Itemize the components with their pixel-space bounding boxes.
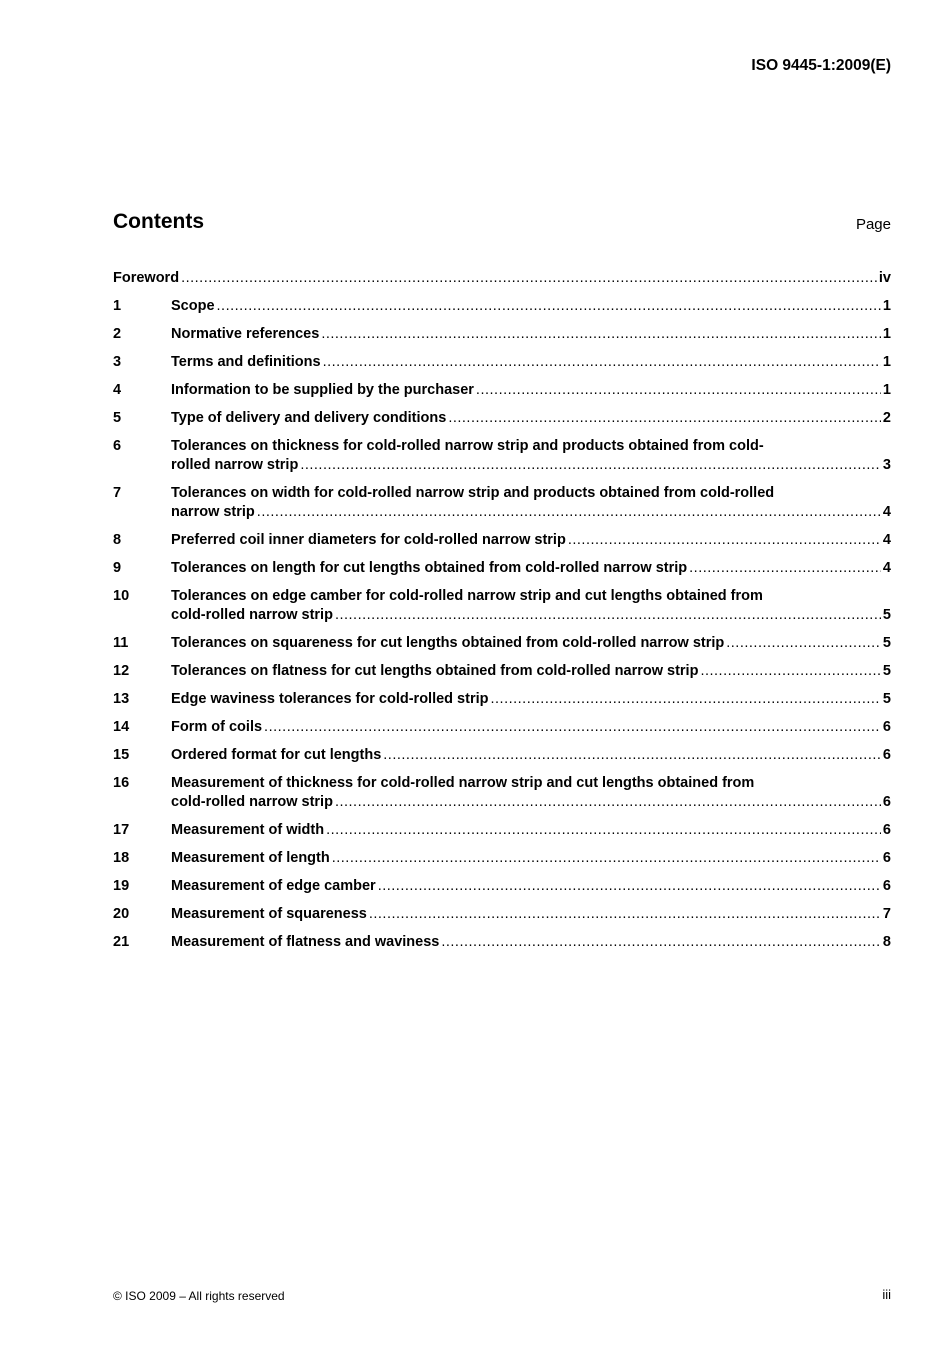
toc-entry-page: 7	[882, 906, 891, 922]
toc-entry-title: Tolerances on squareness for cut lengths obtained from cold-rolled narrow strip	[171, 635, 725, 651]
dot-leader	[568, 531, 881, 550]
toc-entry-title: Tolerances on flatness for cut lengths obtained from cold-rolled narrow strip	[171, 663, 699, 679]
toc-entry-title: narrow strip	[171, 504, 255, 520]
toc-entry-title: Scope	[171, 298, 215, 314]
toc-entry-page: 1	[882, 298, 891, 314]
toc-entry[interactable]	[113, 587, 891, 625]
toc-entry-page: 6	[882, 794, 891, 810]
toc-entry[interactable]	[113, 437, 891, 475]
toc-entry-number: 11	[113, 635, 129, 651]
toc-entry-page: 5	[882, 663, 891, 679]
dot-leader	[321, 325, 881, 344]
dot-leader	[181, 269, 877, 288]
toc-entry-title: Ordered format for cut lengths	[171, 747, 382, 763]
toc-entry-title: Measurement of squareness	[171, 906, 367, 922]
toc-entry-title: Preferred coil inner diameters for cold-rolled narrow strip	[171, 532, 566, 548]
toc-entry[interactable]	[113, 325, 891, 344]
dot-leader	[335, 793, 881, 812]
toc-entry[interactable]	[113, 905, 891, 924]
toc-entry[interactable]	[113, 484, 891, 522]
toc-entry-page: 6	[882, 719, 891, 735]
toc-entry[interactable]	[113, 409, 891, 428]
toc-entry[interactable]	[113, 353, 891, 372]
toc-entry-page: 8	[882, 934, 891, 950]
toc-entry-page: 5	[882, 607, 891, 623]
toc-entry[interactable]	[113, 718, 891, 737]
toc-entry-number: 1	[113, 298, 122, 314]
toc-entry-title: Normative references	[171, 326, 320, 342]
dot-leader	[700, 662, 880, 681]
document-id: ISO 9445-1:2009(E)	[751, 57, 891, 74]
toc-entry-page: 6	[882, 747, 891, 763]
toc-entry-number: 15	[113, 747, 130, 763]
dot-leader	[476, 381, 881, 400]
toc-entry-number: 3	[113, 354, 122, 370]
dot-leader	[378, 877, 881, 896]
toc-entry-page: 2	[882, 410, 891, 426]
toc-entry[interactable]	[113, 634, 891, 653]
toc-entry-page: 3	[882, 457, 891, 473]
toc-entry[interactable]	[113, 821, 891, 840]
toc-entry-foreword[interactable]	[113, 269, 891, 288]
toc-entry-page: 1	[882, 326, 891, 342]
toc-entry-number: 12	[113, 663, 130, 679]
dot-leader	[217, 297, 881, 316]
toc-entry-number: 2	[113, 326, 122, 342]
toc-entry[interactable]	[113, 933, 891, 952]
toc-entry[interactable]	[113, 849, 891, 868]
toc-entry-number: 21	[113, 934, 130, 950]
dot-leader	[383, 746, 881, 765]
toc-entry[interactable]	[113, 531, 891, 550]
footer-copyright: © ISO 2009 – All rights reserved	[113, 1289, 285, 1303]
toc-entry-number: 7	[113, 485, 122, 501]
page-column-label: Page	[855, 216, 891, 233]
dot-leader	[326, 821, 881, 840]
toc-entry-page: 6	[882, 822, 891, 838]
toc-entry[interactable]	[113, 297, 891, 316]
toc-entry-title: Tolerances on length for cut lengths obtained from cold-rolled narrow strip	[171, 560, 688, 576]
toc-entry-title: Measurement of flatness and waviness	[171, 934, 440, 950]
toc-entry[interactable]	[113, 662, 891, 681]
table-of-contents	[113, 269, 891, 961]
toc-entry-title: Measurement of thickness for cold-rolled narrow strip and cut lengths obtained from	[171, 775, 755, 791]
dot-leader	[332, 849, 881, 868]
toc-entry-page: 1	[882, 354, 891, 370]
toc-entry-title: Measurement of width	[171, 822, 325, 838]
toc-entry-number: 4	[113, 382, 122, 398]
toc-entry-number: 19	[113, 878, 130, 894]
dot-leader	[257, 503, 881, 522]
toc-entry[interactable]	[113, 690, 891, 709]
toc-entry-number: 17	[113, 822, 130, 838]
toc-entry-title: cold-rolled narrow strip	[171, 794, 333, 810]
footer-page-number: iii	[882, 1287, 891, 1302]
dot-leader	[441, 933, 881, 952]
toc-entry-page: 1	[882, 382, 891, 398]
toc-entry-title: cold-rolled narrow strip	[171, 607, 333, 623]
dot-leader	[689, 559, 881, 578]
toc-entry-number: 13	[113, 691, 130, 707]
dot-leader	[300, 456, 881, 475]
toc-entry-page: 5	[882, 635, 891, 651]
toc-entry-title: Tolerances on edge camber for cold-rolled narrow strip and cut lengths obtained from	[171, 588, 763, 604]
toc-entry-title: Measurement of length	[171, 850, 330, 866]
toc-entry-page: 5	[882, 691, 891, 707]
toc-entry[interactable]	[113, 877, 891, 896]
toc-entry-title: Form of coils	[171, 719, 263, 735]
toc-entry-title: Edge waviness tolerances for cold-rolled strip	[171, 691, 489, 707]
toc-entry-page: 6	[882, 878, 891, 894]
toc-entry-page: 4	[882, 560, 891, 576]
toc-entry-number: 16	[113, 775, 130, 791]
dot-leader	[369, 905, 881, 924]
dot-leader	[448, 409, 881, 428]
toc-entry[interactable]	[113, 746, 891, 765]
dot-leader	[490, 690, 880, 709]
toc-entry[interactable]	[113, 381, 891, 400]
toc-entry-title: rolled narrow strip	[171, 457, 299, 473]
toc-entry-number: 8	[113, 532, 122, 548]
toc-entry-title: Foreword	[113, 270, 180, 286]
toc-entry[interactable]	[113, 559, 891, 578]
toc-entry-title: Measurement of edge camber	[171, 878, 376, 894]
toc-entry-number: 5	[113, 410, 122, 426]
toc-entry-number: 18	[113, 850, 130, 866]
toc-entry-number: 14	[113, 719, 130, 735]
page-title: Contents	[113, 210, 204, 233]
toc-entry[interactable]	[113, 774, 891, 812]
toc-entry-number: 20	[113, 906, 130, 922]
dot-leader	[264, 718, 881, 737]
toc-entry-page: 6	[882, 850, 891, 866]
dot-leader	[323, 353, 881, 372]
toc-entry-title: Tolerances on width for cold-rolled narrow strip and products obtained from cold-rolled	[171, 485, 775, 501]
toc-entry-title: Tolerances on thickness for cold-rolled narrow strip and products obtained from cold-	[171, 438, 764, 454]
toc-entry-title: Type of delivery and delivery conditions	[171, 410, 447, 426]
toc-entry-title: Information to be supplied by the purchaser	[171, 382, 474, 398]
toc-entry-number: 9	[113, 560, 122, 576]
toc-entry-number: 10	[113, 588, 130, 604]
toc-entry-number: 6	[113, 438, 122, 454]
toc-entry-title: Terms and definitions	[171, 354, 321, 370]
dot-leader	[726, 634, 881, 653]
toc-entry-page: 4	[882, 532, 891, 548]
toc-entry-page: iv	[878, 270, 891, 286]
dot-leader	[335, 606, 881, 625]
toc-entry-page: 4	[882, 504, 891, 520]
